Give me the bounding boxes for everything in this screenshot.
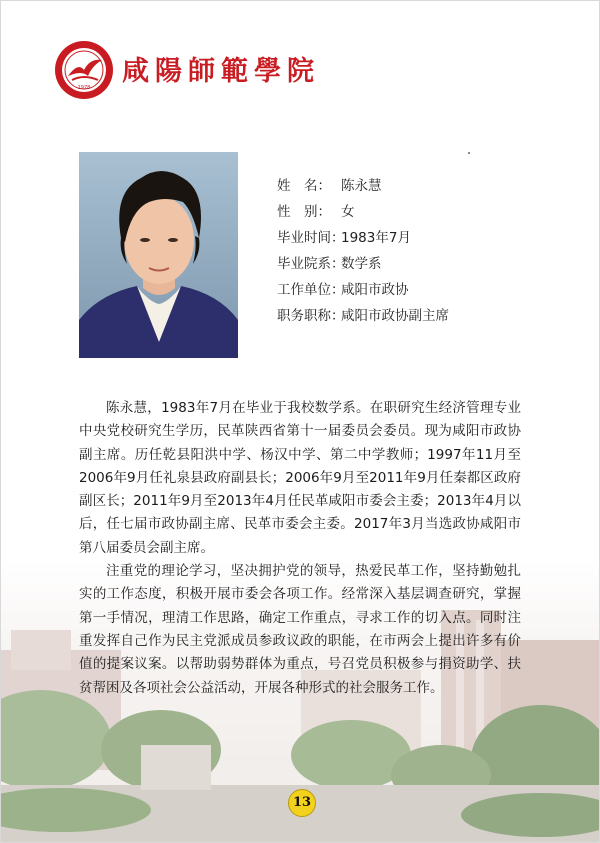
info-value: 女 [341, 204, 355, 220]
info-label: 职务职称： [277, 308, 345, 324]
info-label: 姓 名： [277, 178, 331, 194]
profile-info [277, 173, 449, 329]
info-label: 性 别： [277, 204, 331, 220]
page-number: 13 [288, 789, 316, 817]
info-value: 陈永慧 [341, 178, 382, 194]
info-value: 数学系 [341, 256, 382, 272]
paragraph: 注重党的理论学习，坚决拥护党的领导，热爱民革工作，坚持勤勉扎实的工作态度，积极开展市委会各项工作。经常深入基层调查研究，掌握第一手情况，理清工作思路，确定工作重点，寻求工作的切入点。同时注重发挥自己作为民主党派成员参政议政的职能，在市两会上提出许多有价值的提案议案。以帮助弱势群体为重点，号召党员积极参与捐资助学、扶贫帮困及各项社会公益活动，开展各种形式的社会服务工作。 [79, 563, 521, 696]
info-label: 毕业院系： [277, 256, 345, 272]
info-row-name [277, 173, 449, 199]
info-value: 咸阳市政协 [341, 282, 409, 298]
info-row-department [277, 251, 449, 277]
logo-year: 1978 [77, 85, 91, 91]
info-label: 工作单位： [277, 282, 345, 298]
info-row-gender [277, 199, 449, 225]
portrait-photo [79, 152, 238, 358]
school-name: 咸陽師範學院 [122, 56, 320, 87]
info-label: 毕业时间： [277, 230, 345, 246]
paragraph: 陈永慧，1983年7月在毕业于我校数学系。在职研究生经济管理专业中央党校研究生学历，民革陕西省第十一届委员会委员。现为咸阳市政协副主席。历任乾县阳洪中学、杨汉中学、第二中学教师；1997年11月至2006年9月任礼泉县政府副县长；2006年9月至2011年9月任秦都区政府副区长；2011年9月至2013年4月任民革咸阳市委会主委；2013年4月以后，任七届市政协副主席、民革市委会主委。2017年3月当选政协咸阳市第八届委员会副主席。 [79, 400, 521, 556]
info-row-position [277, 303, 449, 329]
info-value: 咸阳市政协副主席 [341, 308, 449, 324]
info-row-employer [277, 277, 449, 303]
biography-text [79, 397, 521, 700]
school-logo [54, 40, 114, 100]
speck [468, 152, 470, 154]
info-row-graduation-time [277, 225, 449, 251]
info-value: 1983年7月 [341, 230, 411, 246]
